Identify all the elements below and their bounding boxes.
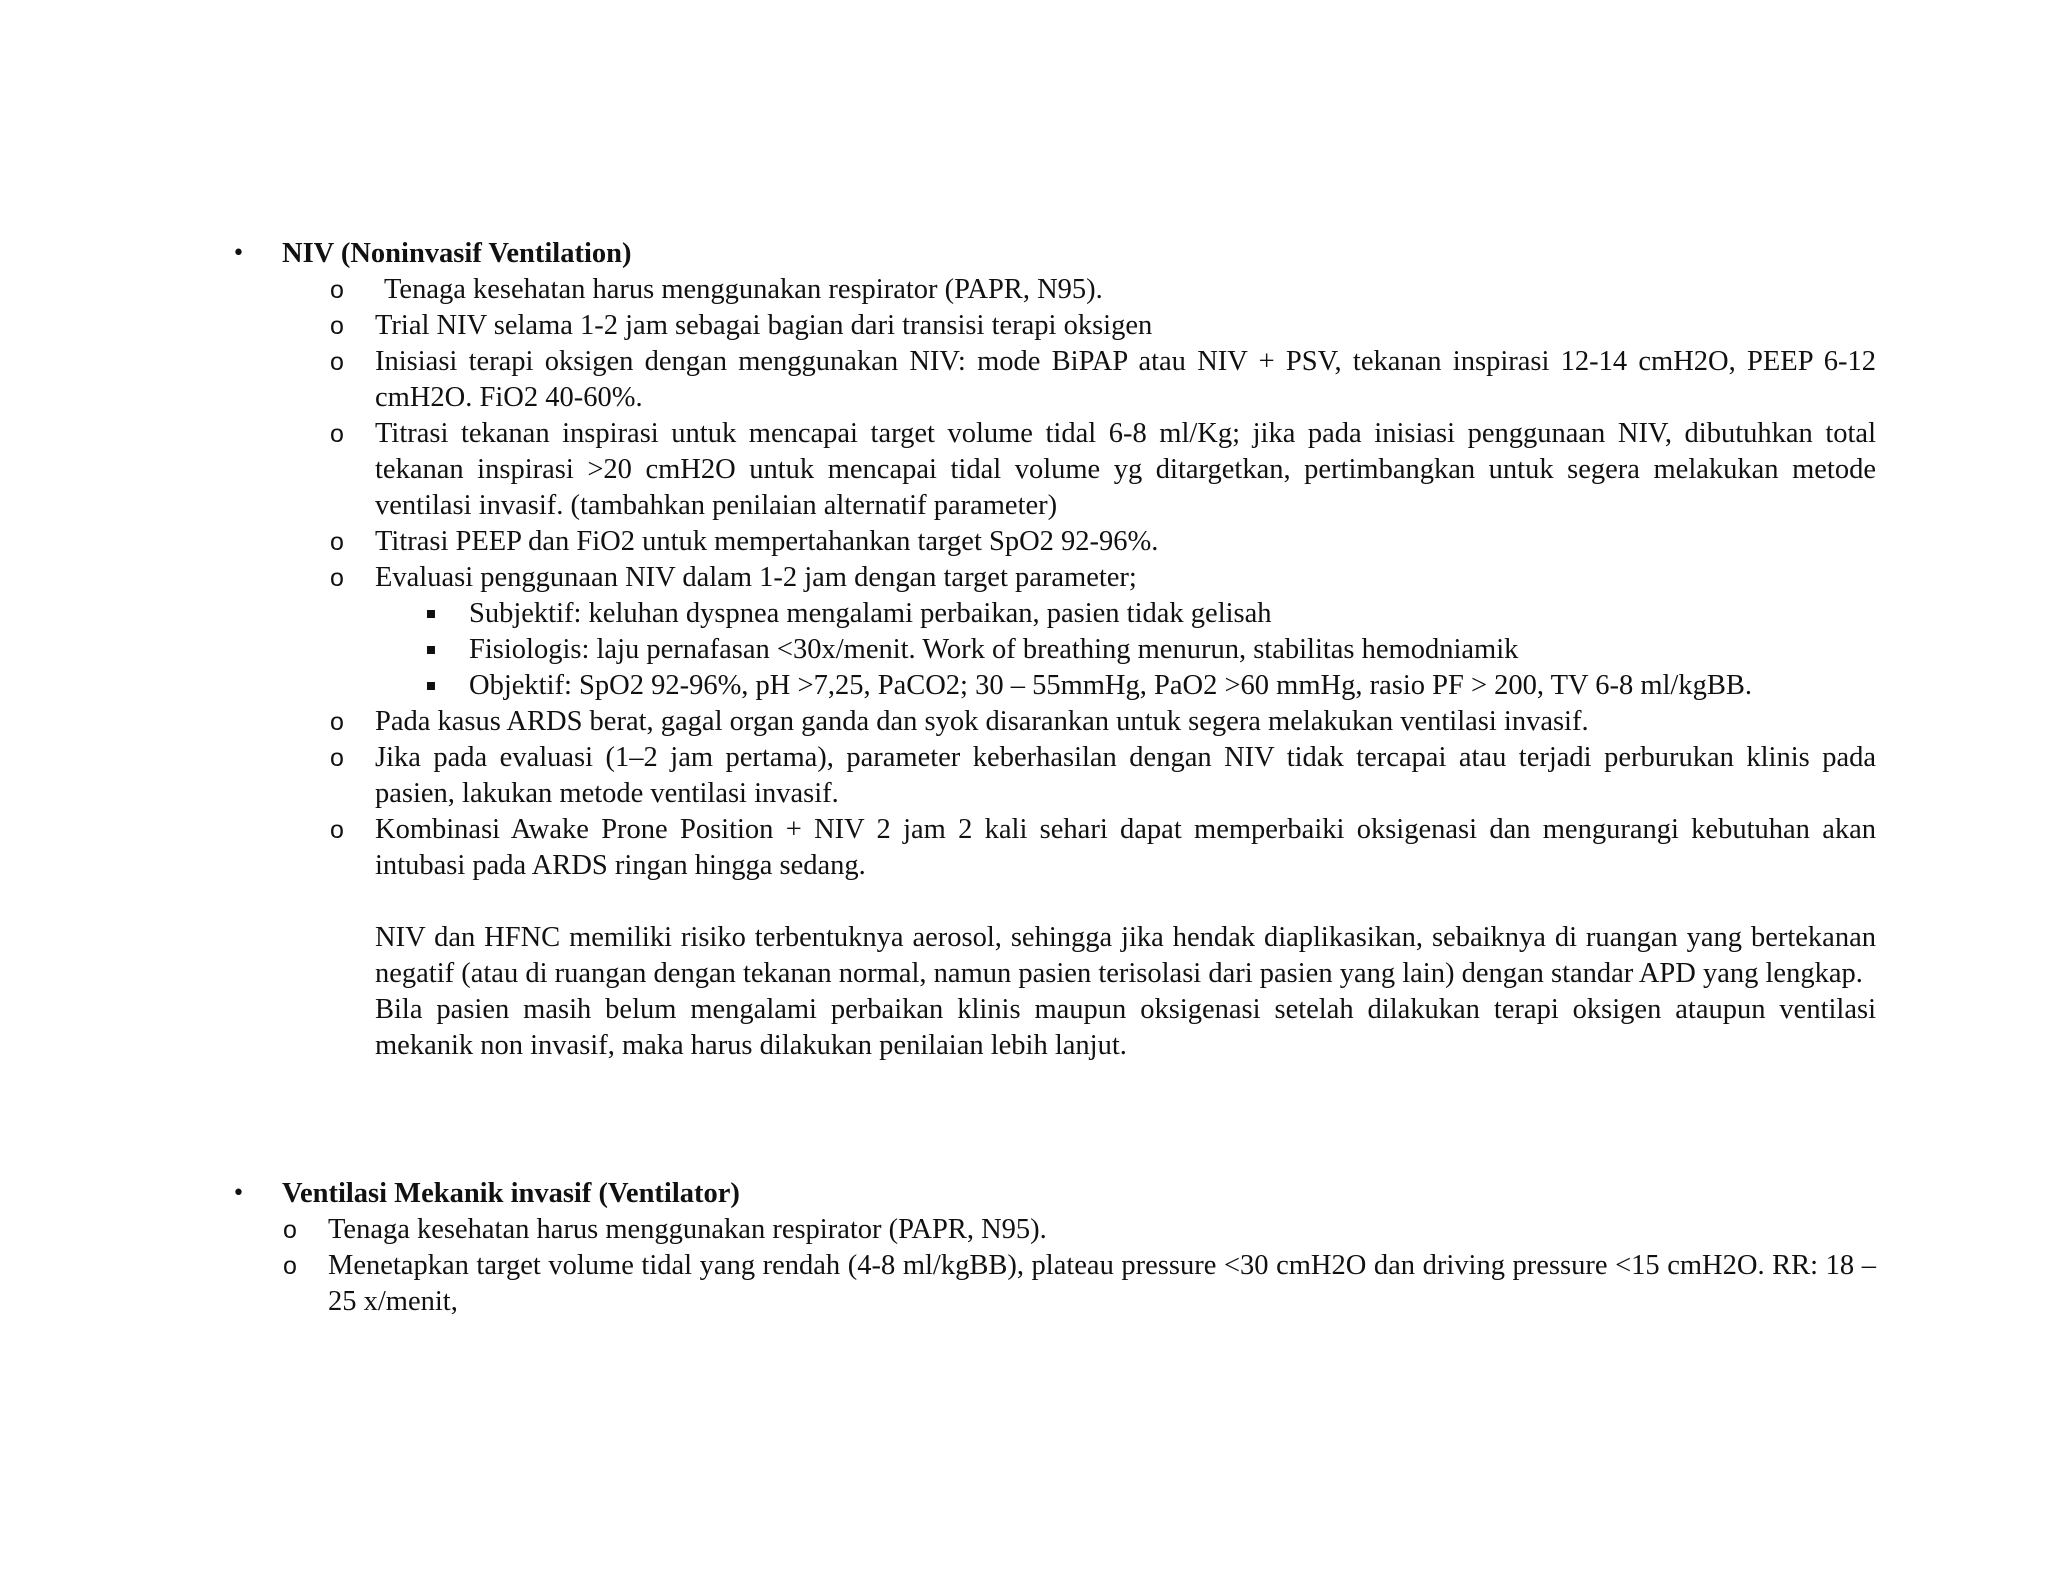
circle-marker: o <box>330 744 344 772</box>
square-bullet-icon <box>427 682 435 690</box>
sub-list-item <box>469 668 1876 704</box>
list-item-text: Menetapkan target volume tidal yang rendah (4-8 ml/kgBB), plateau pressure <30 cmH2O dan driving pressure <15 cmH2O. RR: 18 – 25 x/menit, <box>328 1250 1876 1317</box>
circle-marker: o <box>330 348 344 376</box>
list-item-text: Kombinasi Awake Prone Position + NIV 2 jam 2 kali sehari dapat memperbaiki oksigenasi dan mengurangi kebutuhan akan intubasi pada ARDS ringan hingga sedang. <box>375 814 1876 881</box>
list-item <box>330 812 1876 884</box>
list-item <box>330 704 1876 740</box>
list-item <box>283 1248 1876 1320</box>
paragraph: Bila pasien masih belum mengalami perbaikan klinis maupun oksigenasi setelah dilakukan terapi oksigen ataupun ventilasi mekanik non invasif, maka harus dilakukan penilaian lebih lanjut. <box>375 994 1876 1061</box>
list-item-text: Titrasi PEEP dan FiO2 untuk mempertahankan target SpO2 92-96%. <box>375 526 1159 557</box>
circle-marker: o <box>283 1216 297 1244</box>
section-ventilator <box>0 1176 2048 1320</box>
list-item-text: Tenaga kesehatan harus menggunakan respirator (PAPR, N95). <box>384 274 1103 305</box>
circle-marker: o <box>330 564 344 592</box>
list-item <box>330 308 1876 344</box>
bullet-marker: • <box>232 1181 245 1206</box>
list-item-text: Jika pada evaluasi (1–2 jam pertama), parameter keberhasilan dengan NIV tidak tercapai atau terjadi perburukan klinis pada pasien, lakukan metode ventilasi invasif. <box>375 742 1876 809</box>
list-item <box>330 740 1876 812</box>
list-item-text: Inisiasi terapi oksigen dengan menggunakan NIV: mode BiPAP atau NIV + PSV, tekanan inspirasi 12-14 cmH2O, PEEP 6-12 cmH2O. FiO2 40-60%. <box>375 346 1876 413</box>
list-item-text: Evaluasi penggunaan NIV dalam 1-2 jam dengan target parameter; <box>375 562 1137 593</box>
sub-list-item-text: Fisiologis: laju pernafasan <30x/menit. Work of breathing menurun, stabilitas hemodniamik <box>469 634 1519 665</box>
sub-list-item <box>469 632 1876 668</box>
list-item <box>330 560 1876 596</box>
spacer <box>0 884 2048 920</box>
list-item <box>330 524 1876 560</box>
circle-marker: o <box>330 276 344 304</box>
square-bullet-icon <box>427 610 435 618</box>
circle-marker: o <box>330 708 344 736</box>
list-item <box>330 272 1876 308</box>
square-bullet-icon <box>427 646 435 654</box>
circle-marker: o <box>330 420 344 448</box>
list-item <box>330 416 1876 524</box>
section-heading: Ventilasi Mekanik invasif (Ventilator) <box>282 1178 740 1209</box>
section-heading: NIV (Noninvasif Ventilation) <box>282 238 632 269</box>
bullet-marker: • <box>232 241 245 266</box>
circle-marker: o <box>283 1252 297 1280</box>
circle-marker: o <box>330 312 344 340</box>
circle-marker: o <box>330 528 344 556</box>
sub-list-item-text: Objektif: SpO2 92-96%, pH >7,25, PaCO2; 30 – 55mmHg, PaO2 >60 mmHg, rasio PF > 200, TV 6-8 ml/kgBB. <box>469 670 1752 701</box>
list-item-text: Trial NIV selama 1-2 jam sebagai bagian dari transisi terapi oksigen <box>375 310 1153 341</box>
circle-marker: o <box>330 816 344 844</box>
list-item-text: Titrasi tekanan inspirasi untuk mencapai target volume tidal 6-8 ml/Kg; jika pada inisiasi penggunaan NIV, dibutuhkan total tekanan inspirasi >20 cmH2O untuk mencapai tidal volume yg ditargetkan, pertimbangkan untuk segera melakukan metode ventilasi invasif. (tambahkan penilaian alternatif parameter) <box>375 418 1876 521</box>
list-item <box>330 344 1876 416</box>
list-item-text: Pada kasus ARDS berat, gagal organ ganda dan syok disarankan untuk segera melakukan ventilasi invasif. <box>375 706 1589 737</box>
sub-list-item <box>469 596 1876 632</box>
list-item <box>283 1212 1876 1248</box>
paragraph: NIV dan HFNC memiliki risiko terbentuknya aerosol, sehingga jika hendak diaplikasikan, sebaiknya di ruangan yang bertekanan negatif (atau di ruangan dengan tekanan normal, namun pasien terisolasi dari pasien yang lain) dengan standar APD yang lengkap. <box>375 922 1876 989</box>
list-item-text: Tenaga kesehatan harus menggunakan respirator (PAPR, N95). <box>328 1214 1047 1245</box>
section-niv <box>0 236 2048 1064</box>
sub-list-item-text: Subjektif: keluhan dyspnea mengalami perbaikan, pasien tidak gelisah <box>469 598 1272 629</box>
